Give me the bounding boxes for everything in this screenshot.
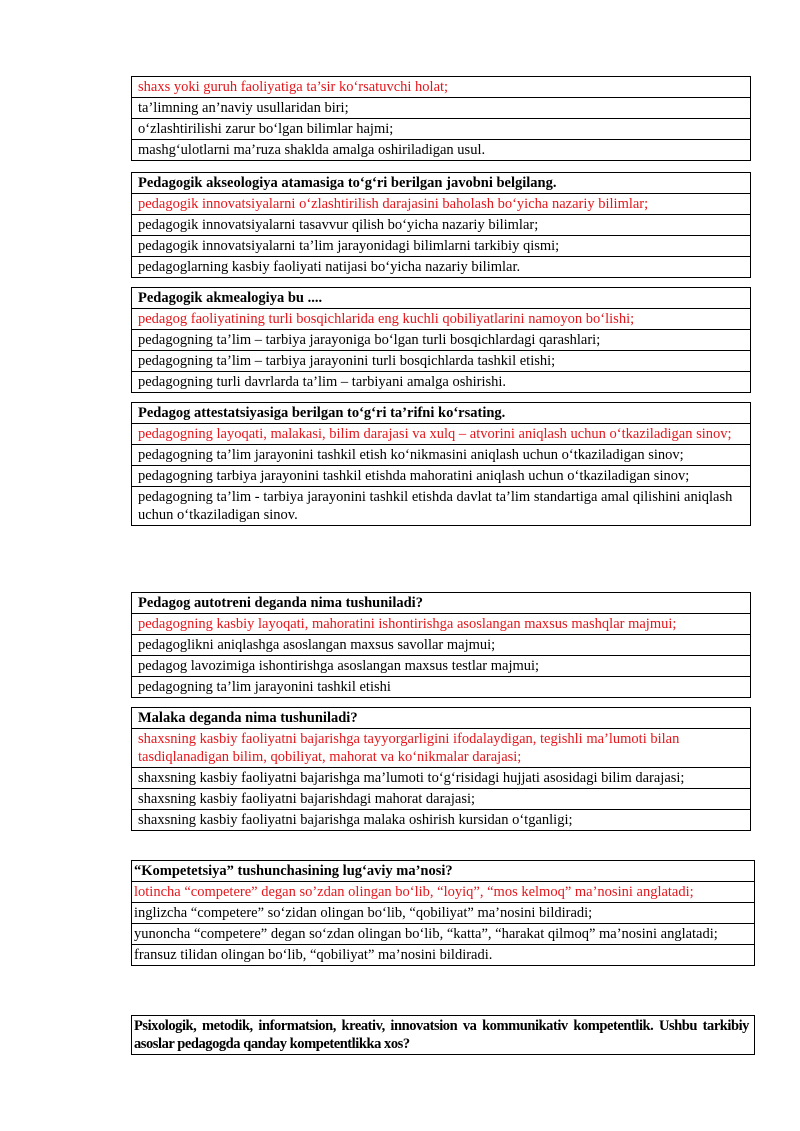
answer-option: pedagoglarning kasbiy faoliyati natijasi bo‘yicha nazariy bilimlar. — [132, 257, 751, 278]
question-text: Malaka deganda nima tushuniladi? — [132, 708, 751, 729]
answer-option: pedagogik innovatsiyalarni ta’lim jarayonidagi bilimlarni tarkibiy qismi; — [132, 236, 751, 257]
answer-option: pedagogik innovatsiyalarni tasavvur qilish bo‘yicha nazariy bilimlar; — [132, 215, 751, 236]
correct-answer: pedagogik innovatsiyalarni o‘zlashtirilish darajasini baholash bo‘yicha nazariy bilimlar; — [132, 194, 751, 215]
answer-option: pedagogning ta’lim - tarbiya jarayonini tashkil etishda davlat ta’lim standartiga amal qilishini aniqlash uchun o‘tkaziladigan sinov. — [132, 487, 751, 526]
correct-answer: shaxsning kasbiy faoliyatni bajarishga tayyorgarligini ifodalaydigan, tegishli ma’lumoti bilan tasdiqlanadigan bilim, qobiliyat, mahorat va ko‘nikmalar darajasi; — [132, 729, 751, 768]
correct-answer: pedagogning kasbiy layoqati, mahoratini ishontirishga asoslangan maxsus mashqlar majmui; — [132, 614, 751, 635]
question-text: Psixologik, metodik, informatsion, kreativ, innovatsion va kommunikativ kompetentlik. Ushbu tarkibiy asoslar pedagogda qanday kompetentlikka xos? — [132, 1016, 755, 1055]
answer-option: pedagogning ta’lim jarayonini tashkil etishi — [132, 677, 751, 698]
question-block-4 — [131, 402, 751, 526]
correct-answer: lotincha “competere” degan so’zdan olingan bo‘lib, “loyiq”, “mos kelmoq” ma’nosini anglatadi; — [132, 882, 755, 903]
answer-option: fransuz tilidan olingan bo‘lib, “qobiliyat” ma’nosini bildiradi. — [132, 945, 755, 966]
question-text: Pedagog autotreni deganda nima tushuniladi? — [132, 593, 751, 614]
question-block-5 — [131, 592, 751, 698]
question-block-8 — [131, 1015, 755, 1055]
answer-option: pedagogning ta’lim – tarbiya jarayoniga bo‘lgan turli bosqichlardagi qarashlari; — [132, 330, 751, 351]
question-block-2 — [131, 172, 751, 278]
answer-option: pedagoglikni aniqlashga asoslangan maxsus savollar majmui; — [132, 635, 751, 656]
question-text: “Kompetetsiya” tushunchasining lug‘aviy ma’nosi? — [132, 861, 755, 882]
answer-option: ta’limning an’naviy usullaridan biri; — [132, 98, 751, 119]
question-text: Pedagogik akseologiya atamasiga to‘g‘ri berilgan javobni belgilang. — [132, 173, 751, 194]
question-block-6 — [131, 707, 751, 831]
answer-option: pedagogning ta’lim jarayonini tashkil etish ko‘nikmasini aniqlash uchun o‘tkaziladigan sinov; — [132, 445, 751, 466]
correct-answer: shaxs yoki guruh faoliyatiga ta’sir ko‘rsatuvchi holat; — [132, 77, 751, 98]
answer-option: pedagogning ta’lim – tarbiya jarayonini turli bosqichlarda tashkil etishi; — [132, 351, 751, 372]
answer-option: pedagogning turli davrlarda ta’lim – tarbiyani amalga oshirishi. — [132, 372, 751, 393]
question-text: Pedagogik akmealogiya bu .... — [132, 288, 751, 309]
answer-option: yunoncha “competere” degan so‘zdan olingan bo‘lib, “katta”, “harakat qilmoq” ma’nosini anglatadi; — [132, 924, 755, 945]
answer-option: mashg‘ulotlarni ma’ruza shaklda amalga oshiriladigan usul. — [132, 140, 751, 161]
answer-option: shaxsning kasbiy faoliyatni bajarishga ma’lumoti to‘g‘risidagi hujjati asosidagi bilim darajasi; — [132, 768, 751, 789]
correct-answer: pedagogning layoqati, malakasi, bilim darajasi va xulq – atvorini aniqlash uchun o‘tkaziladigan sinov; — [132, 424, 751, 445]
correct-answer: pedagog faoliyatining turli bosqichlarida eng kuchli qobiliyatlarini namoyon bo‘lishi; — [132, 309, 751, 330]
answer-option: pedagogning tarbiya jarayonini tashkil etishda mahoratini aniqlash uchun o‘tkaziladigan sinov; — [132, 466, 751, 487]
answer-option: shaxsning kasbiy faoliyatni bajarishga malaka oshirish kursidan o‘tganligi; — [132, 810, 751, 831]
answer-option: o‘zlashtirilishi zarur bo‘lgan bilimlar hajmi; — [132, 119, 751, 140]
answer-option: pedagog lavozimiga ishontirishga asoslangan maxsus testlar majmui; — [132, 656, 751, 677]
question-block-7 — [131, 860, 755, 966]
question-block-1 — [131, 76, 751, 161]
question-block-3 — [131, 287, 751, 393]
question-text: Pedagog attestatsiyasiga berilgan to‘g‘ri ta’rifni ko‘rsating. — [132, 403, 751, 424]
answer-option: shaxsning kasbiy faoliyatni bajarishdagi mahorat darajasi; — [132, 789, 751, 810]
answer-option: inglizcha “competere” so‘zidan olingan bo‘lib, “qobiliyat” ma’nosini bildiradi; — [132, 903, 755, 924]
